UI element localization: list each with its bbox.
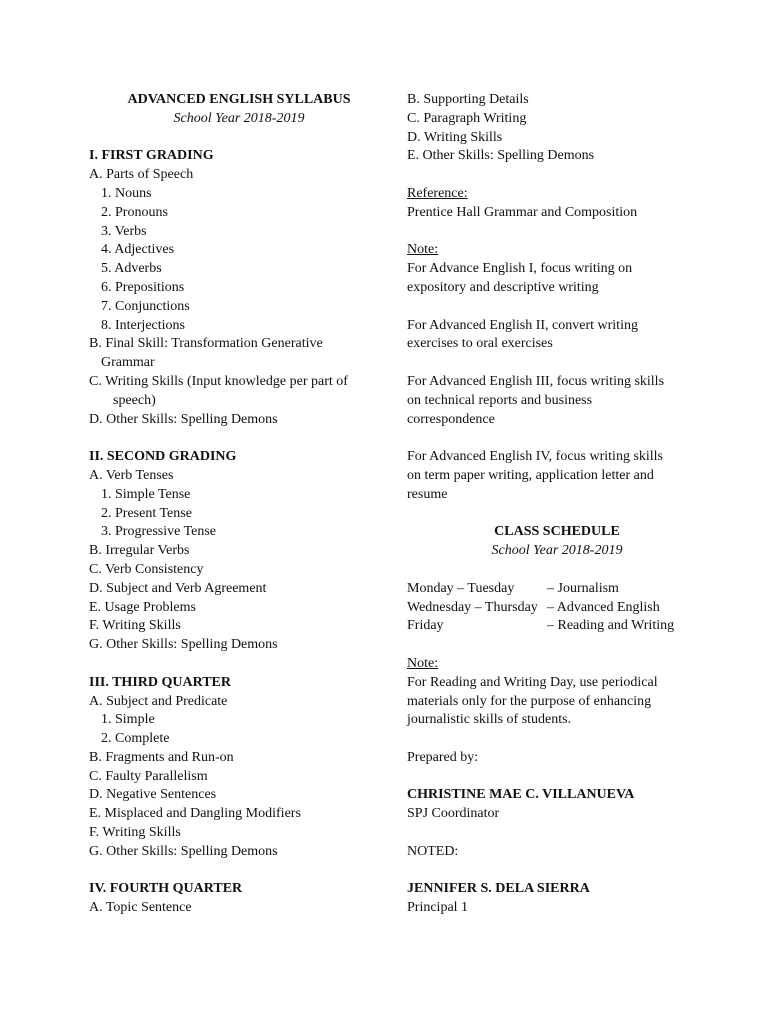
note-text: on technical reports and business bbox=[407, 392, 593, 408]
schedule-day: Friday bbox=[407, 618, 444, 634]
fourth-quarter-item-a: A. Topic Sentence bbox=[89, 900, 192, 916]
syllabus-school-year: School Year 2018-2019 bbox=[173, 110, 305, 126]
verb-tense-item: 1. Simple Tense bbox=[101, 486, 191, 502]
schedule-subject: – Journalism bbox=[547, 580, 619, 596]
note-text: resume bbox=[407, 486, 448, 502]
first-grading-item-a: A. Parts of Speech bbox=[89, 167, 194, 183]
schedule-day: Monday – Tuesday bbox=[407, 580, 515, 596]
note-text: correspondence bbox=[407, 411, 495, 427]
preparer-title: SPJ Coordinator bbox=[407, 806, 500, 822]
second-grading-item: D. Subject and Verb Agreement bbox=[89, 580, 267, 596]
class-schedule-school-year: School Year 2018-2019 bbox=[491, 543, 623, 559]
parts-of-speech-item: 8. Interjections bbox=[101, 317, 185, 333]
first-grading-item-b-cont: Grammar bbox=[101, 355, 155, 371]
second-grading-heading: II. SECOND GRADING bbox=[89, 449, 237, 465]
third-quarter-item: C. Faulty Parallelism bbox=[89, 768, 208, 784]
note-text: For Advanced English IV, focus writing skills bbox=[407, 449, 664, 465]
second-grading-item-a: A. Verb Tenses bbox=[89, 467, 174, 483]
parts-of-speech-item: 3. Verbs bbox=[101, 223, 147, 239]
schedule-row bbox=[407, 617, 707, 636]
fourth-quarter-item: B. Supporting Details bbox=[407, 92, 529, 107]
class-schedule-title: CLASS SCHEDULE bbox=[494, 524, 620, 540]
first-grading-item-d: D. Other Skills: Spelling Demons bbox=[89, 411, 278, 427]
parts-of-speech-item: 4. Adjectives bbox=[101, 242, 175, 258]
second-grading-item: C. Verb Consistency bbox=[89, 561, 204, 577]
noted-label: NOTED: bbox=[407, 843, 459, 859]
schedule-subject: – Reading and Writing bbox=[547, 618, 675, 634]
third-quarter-item: F. Writing Skills bbox=[89, 825, 181, 841]
parts-of-speech-item: 1. Nouns bbox=[101, 185, 152, 201]
preparer-name: CHRISTINE MAE C. VILLANUEVA bbox=[407, 787, 635, 803]
noter-title: Principal 1 bbox=[407, 900, 469, 916]
first-grading-item-c: C. Writing Skills (Input knowledge per part of bbox=[89, 373, 348, 389]
first-grading-heading: I. FIRST GRADING bbox=[89, 148, 214, 164]
note-text: exercises to oral exercises bbox=[407, 336, 553, 352]
reference-label: Reference: bbox=[407, 185, 468, 201]
schedule-row bbox=[407, 580, 707, 599]
reference-text: Prentice Hall Grammar and Composition bbox=[407, 204, 638, 220]
right-column bbox=[407, 91, 707, 918]
note-text: For Advanced English II, convert writing bbox=[407, 317, 638, 333]
third-quarter-item: E. Misplaced and Dangling Modifiers bbox=[89, 806, 301, 822]
parts-of-speech-item: 5. Adverbs bbox=[101, 261, 162, 277]
verb-tense-item: 3. Progressive Tense bbox=[101, 524, 217, 540]
notes-label: Note: bbox=[407, 242, 439, 258]
note-text: For Advanced English III, focus writing skills bbox=[407, 373, 665, 389]
fourth-quarter-heading: IV. FOURTH QUARTER bbox=[89, 881, 243, 897]
second-grading-item: E. Usage Problems bbox=[89, 599, 196, 615]
schedule-row bbox=[407, 599, 707, 618]
subject-predicate-item: 1. Simple bbox=[101, 712, 155, 728]
verb-tense-item: 2. Present Tense bbox=[101, 505, 192, 521]
schedule-day: Wednesday – Thursday bbox=[407, 599, 538, 615]
parts-of-speech-item: 6. Prepositions bbox=[101, 279, 185, 295]
subject-predicate-item: 2. Complete bbox=[101, 731, 170, 747]
schedule-note-label: Note: bbox=[407, 655, 439, 671]
third-quarter-item: G. Other Skills: Spelling Demons bbox=[89, 843, 278, 859]
noter-name: JENNIFER S. DELA SIERRA bbox=[407, 881, 590, 897]
third-quarter-item: D. Negative Sentences bbox=[89, 787, 217, 803]
schedule-subject: – Advanced English bbox=[547, 599, 660, 615]
prepared-by-label: Prepared by: bbox=[407, 749, 479, 765]
schedule-note-text: For Reading and Writing Day, use periodical bbox=[407, 674, 658, 690]
fourth-quarter-item: C. Paragraph Writing bbox=[407, 110, 527, 126]
fourth-quarter-item: D. Writing Skills bbox=[407, 129, 503, 145]
schedule-note-text: materials only for the purpose of enhancing bbox=[407, 693, 652, 709]
note-text: on term paper writing, application letter and bbox=[407, 467, 654, 483]
schedule-note-text: journalistic skills of students. bbox=[407, 712, 572, 728]
first-grading-item-c-cont: speech) bbox=[113, 392, 156, 408]
third-quarter-heading: III. THIRD QUARTER bbox=[89, 674, 232, 690]
parts-of-speech-item: 7. Conjunctions bbox=[101, 298, 190, 314]
parts-of-speech-item: 2. Pronouns bbox=[101, 204, 168, 220]
fourth-quarter-item: E. Other Skills: Spelling Demons bbox=[407, 148, 595, 164]
left-column bbox=[89, 91, 389, 918]
third-quarter-item: B. Fragments and Run-on bbox=[89, 749, 234, 765]
note-text: expository and descriptive writing bbox=[407, 279, 599, 295]
syllabus-title: ADVANCED ENGLISH SYLLABUS bbox=[127, 92, 351, 107]
second-grading-item: F. Writing Skills bbox=[89, 618, 181, 634]
note-text: For Advance English I, focus writing on bbox=[407, 261, 633, 277]
second-grading-item: B. Irregular Verbs bbox=[89, 543, 190, 559]
first-grading-item-b: B. Final Skill: Transformation Generative bbox=[89, 336, 323, 352]
second-grading-item: G. Other Skills: Spelling Demons bbox=[89, 637, 278, 653]
third-quarter-item-a: A. Subject and Predicate bbox=[89, 693, 228, 709]
